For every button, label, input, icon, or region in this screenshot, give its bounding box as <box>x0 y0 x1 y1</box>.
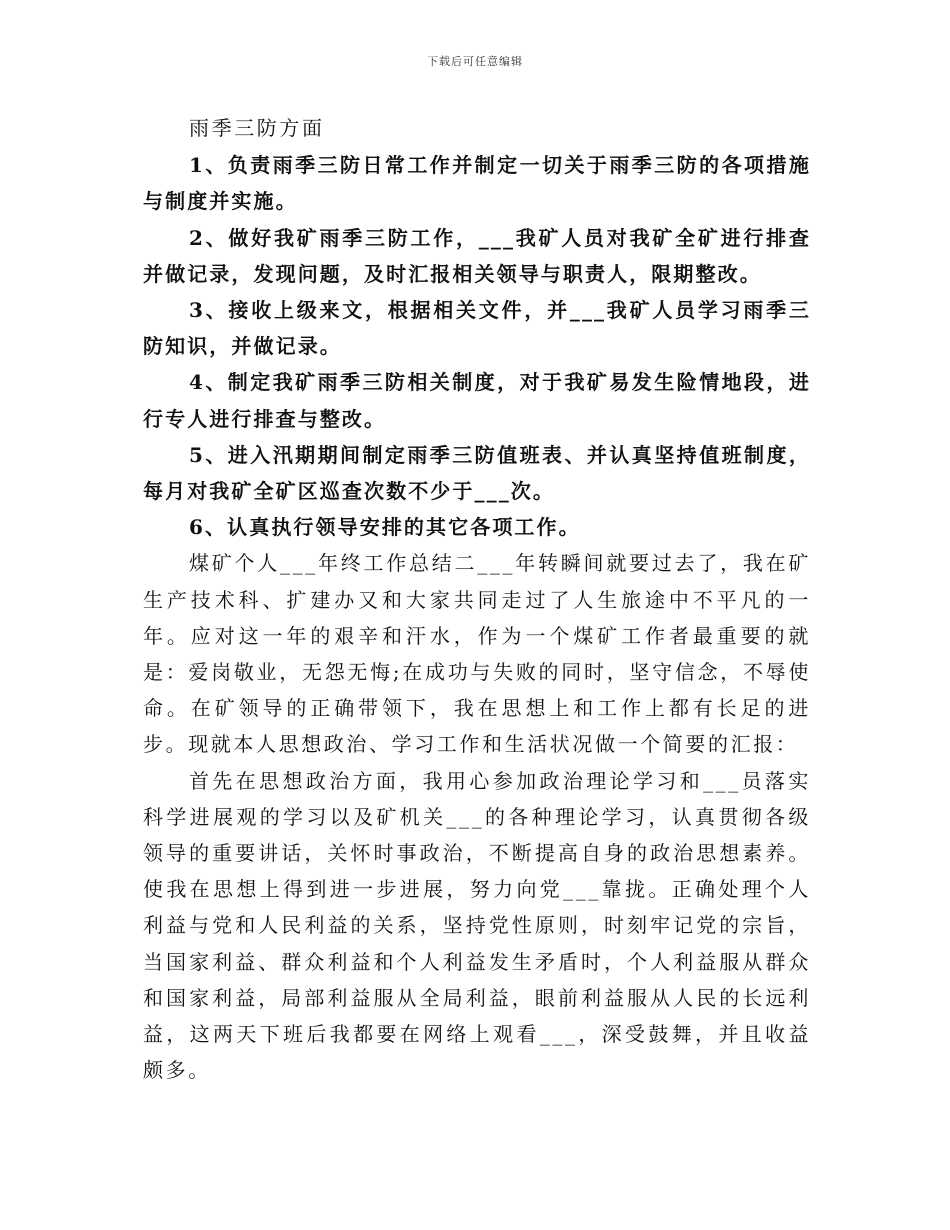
list-item: 6、认真执行领导安排的其它各项工作。 <box>189 515 581 540</box>
list-item: 2、做好我矿雨季三防工作，___我矿人员对我矿全矿进行排查并做记录，发现问题，及时汇报相关领导与职责人，限期整改。 <box>143 225 811 286</box>
body-paragraph: 首先在思想政治方面，我用心参加政治理论学习和___员落实科学进展观的学习以及矿机关___的各种理论学习，认真贯彻各级领导的重要讲话，关怀时事政治，不断提高自身的政治思想素养。使我在思想上得到进一步进展，努力向党___靠拢。正确处理个人利益与党和人民利益的关系，坚持党性原则，时刻牢记党的宗旨，当国家利益、群众利益和个人利益发生矛盾时，个人利益服从群众和国家利益，局部利益服从全局利益，眼前利益服从人民的长远利益，这两天下班后我都要在网络上观看___，深受鼓舞，并且收益颇多。 <box>143 768 811 1083</box>
section-heading: 雨季三防方面 <box>189 116 325 140</box>
page-header: 下载后可任意编辑 <box>427 55 523 68</box>
body-paragraph: 煤矿个人___年终工作总结二___年转瞬间就要过去了，我在矿生产技术科、扩建办又和大家共同走过了人生旅途中不平凡的一年。应对这一年的艰辛和汗水，作为一个煤矿工作者最重要的就是：爱岗敬业，无怨无悔;在成功与失败的同时，坚守信念，不辱使命。在矿领导的正确带领下，我在思想上和工作上都有长足的进步。现就本人思想政治、学习工作和生活状况做一个简要的汇报： <box>143 551 811 757</box>
list-item: 5、进入汛期期间制定雨季三防值班表、并认真坚持值班制度，每月对我矿全矿区巡查次数不少于___次。 <box>143 442 811 504</box>
list-item: 1、负责雨季三防日常工作并制定一切关于雨季三防的各项措施与制度并实施。 <box>143 153 811 214</box>
document-body <box>143 110 811 1088</box>
list-item: 3、接收上级来文，根据相关文件，并___我矿人员学习雨季三防知识，并做记录。 <box>143 298 811 359</box>
list-item: 4、制定我矿雨季三防相关制度，对于我矿易发生险情地段，进行专人进行排查与整改。 <box>143 370 811 431</box>
